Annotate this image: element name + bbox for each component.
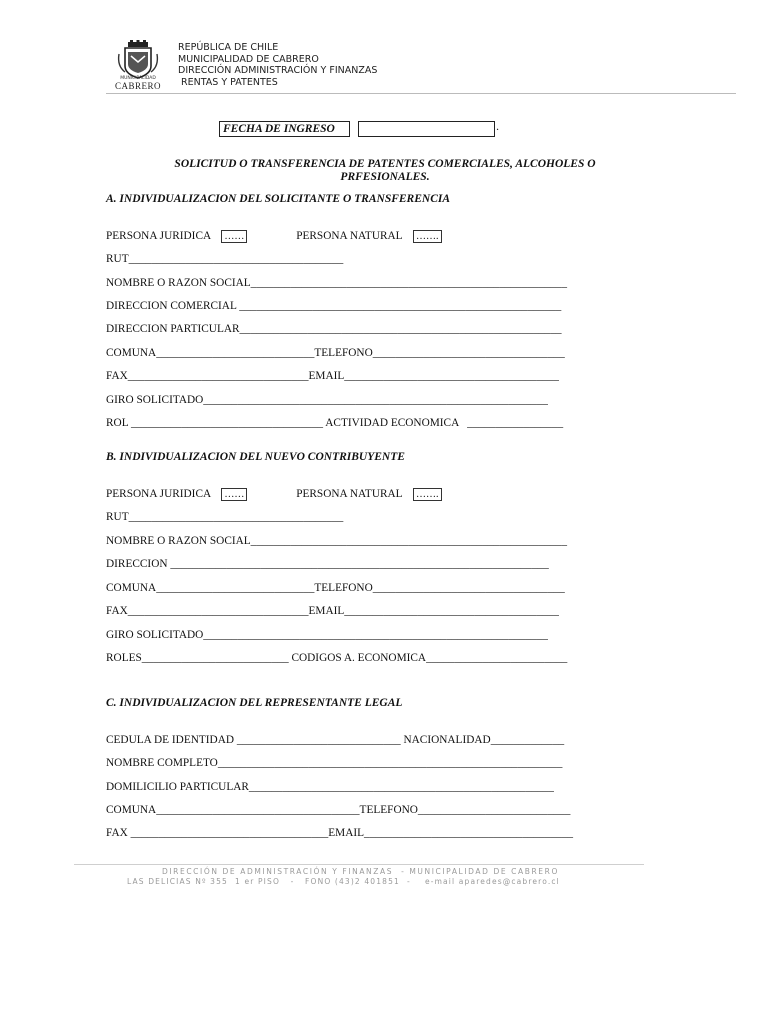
header-rule — [106, 93, 736, 94]
field-fax-email[interactable]: FAX________________________________EMAIL______________________________________ — [106, 605, 559, 617]
field-rut[interactable]: RUT______________________________________ — [106, 253, 344, 265]
municipal-logo — [115, 40, 161, 92]
field-fax-email[interactable]: FAX________________________________EMAIL______________________________________ — [106, 370, 559, 382]
fecha-label: FECHA DE INGRESO — [219, 121, 350, 137]
fecha-input[interactable] — [358, 120, 499, 137]
section-c-heading: C. INDIVIDUALIZACION DEL REPRESENTANTE LEGAL — [106, 697, 403, 709]
fecha-dot: . — [496, 120, 499, 133]
persona-natural-checkbox[interactable]: ……. — [413, 488, 442, 501]
field-giro-solicitado[interactable]: GIRO SOLICITADO_____________________________________________________________ — [106, 394, 548, 406]
form-title — [120, 158, 650, 183]
footer-rule — [74, 864, 644, 865]
form-title-line: PRFESIONALES. — [340, 170, 430, 183]
form-title-line: SOLICITUD O TRANSFERENCIA DE PATENTES COMERCIALES, ALCOHOLES O — [174, 158, 596, 170]
field-rol-actividad[interactable]: ROL __________________________________ ACTIVIDAD ECONOMICA _________________ — [106, 417, 564, 429]
footer-line: DIRECCIÓN DE ADMINISTRACIÓN Y FINANZAS - MUNICIPALIDAD DE CABRERO — [162, 867, 559, 876]
header-line: DIRECCIÓN ADMINISTRACIÓN Y FINANZAS — [178, 65, 378, 77]
fecha-ingreso — [219, 120, 499, 136]
persona-juridica-label: PERSONA JURIDICA — [106, 488, 211, 500]
field-direccion-comercial[interactable]: DIRECCION COMERCIAL _________________________________________________________ — [106, 300, 562, 312]
header-text — [178, 42, 377, 88]
persona-natural-checkbox[interactable]: ……. — [413, 230, 442, 243]
persona-natural-label: PERSONA NATURAL — [296, 230, 403, 242]
field-rut[interactable]: RUT______________________________________ — [106, 511, 344, 523]
section-b-heading: B. INDIVIDUALIZACION DEL NUEVO CONTRIBUYENTE — [106, 451, 405, 463]
field-nombre-razon-social[interactable]: NOMBRE O RAZON SOCIAL________________________________________________________ — [106, 277, 567, 289]
field-direccion[interactable]: DIRECCION ___________________________________________________________________ — [106, 558, 549, 570]
logo-caption-small: MUNICIPALIDAD — [120, 76, 156, 81]
header-line: REPÚBLICA DE CHILE — [178, 42, 279, 53]
field-comuna-telefono[interactable]: COMUNA____________________________________TELEFONO___________________________ — [106, 804, 571, 816]
persona-natural-label: PERSONA NATURAL — [296, 488, 403, 500]
field-cedula-nacionalidad[interactable]: CEDULA DE IDENTIDAD _____________________________ NACIONALIDAD_____________ — [106, 734, 565, 746]
persona-juridica-checkbox[interactable]: …… — [221, 230, 247, 243]
field-roles-codigos[interactable]: ROLES__________________________ CODIGOS A. ECONOMICA_________________________ — [106, 652, 568, 664]
field-fax-email[interactable]: FAX ___________________________________EMAIL_____________________________________ — [106, 827, 574, 839]
field-nombre-completo[interactable]: NOMBRE COMPLETO_____________________________________________________________ — [106, 757, 563, 769]
footer-line: LAS DELICIAS Nº 355 1 er PISO - FONO (43)2 401851 - e-mail aparedes@cabrero.cl — [127, 877, 560, 886]
field-giro-solicitado[interactable]: GIRO SOLICITADO_____________________________________________________________ — [106, 629, 548, 641]
header-line: MUNICIPALIDAD DE CABRERO — [178, 53, 319, 65]
field-domicilio-particular[interactable]: DOMILICILIO PARTICULAR______________________________________________________ — [106, 781, 554, 793]
logo-caption: CABRERO — [114, 81, 161, 91]
persona-juridica-label: PERSONA JURIDICA — [106, 230, 211, 242]
section-a-heading: A. INDIVIDUALIZACION DEL SOLICITANTE O TRANSFERENCIA — [106, 193, 451, 205]
field-nombre-razon-social[interactable]: NOMBRE O RAZON SOCIAL________________________________________________________ — [106, 535, 567, 547]
section-b-persona-row — [106, 487, 442, 501]
section-a-persona-row — [106, 229, 442, 243]
header-line: RENTAS Y PATENTES — [178, 76, 278, 88]
persona-juridica-checkbox[interactable]: …… — [221, 488, 247, 501]
field-comuna-telefono[interactable]: COMUNA____________________________TELEFONO__________________________________ — [106, 582, 565, 594]
field-comuna-telefono[interactable]: COMUNA____________________________TELEFONO__________________________________ — [106, 347, 565, 359]
field-direccion-particular[interactable]: DIRECCION PARTICULAR_________________________________________________________ — [106, 323, 562, 335]
